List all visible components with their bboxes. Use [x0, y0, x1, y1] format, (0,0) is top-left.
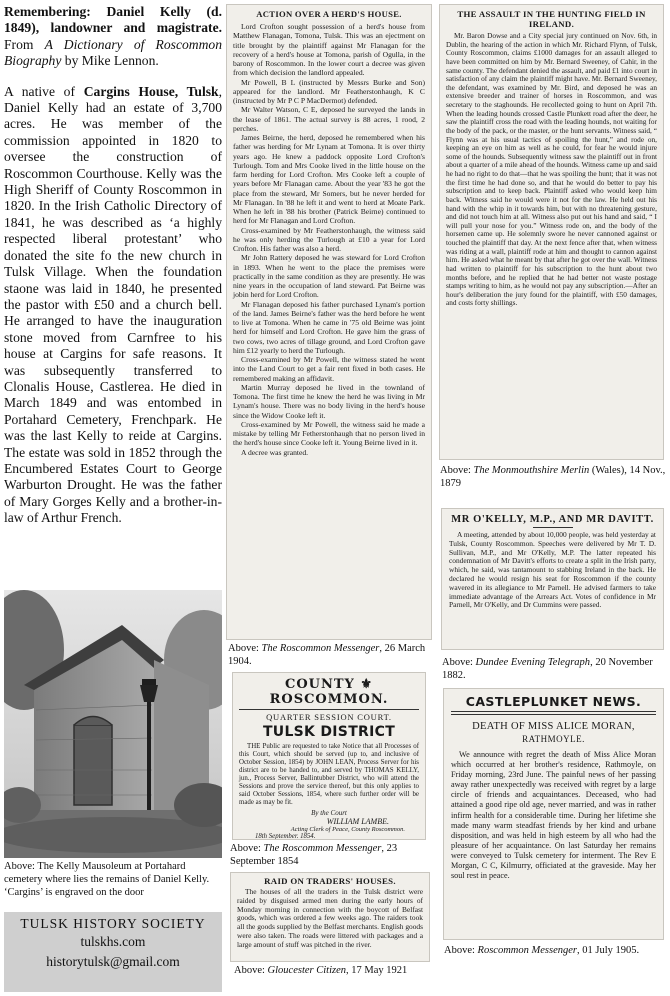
herd-body [233, 22, 425, 457]
session-by-court: By the Court [311, 809, 347, 817]
article-column [4, 4, 222, 527]
divider [533, 527, 573, 528]
society-website[interactable]: tulskhs.com [80, 934, 146, 949]
moran-headline: DEATH OF MISS ALICE MORAN, [472, 721, 635, 732]
herd-caption [228, 642, 434, 668]
herd-paragraph: Cross-examined by Mr Featherstonhaugh, the witness said he was only herding the Turlough at £10 a year for Lord Crofton. His father was also a herd. [233, 225, 425, 253]
herd-paragraph: Mr Powell, B L (instructed by Messrs Burke and Son) appeared for the landlord. Mr Featherstonhaugh, K C (instructed by Mr P C P MacDermot) defended. [233, 77, 425, 105]
caption-paper: The Roscommon Messenger [263, 843, 382, 854]
caption-paper: The Roscommon Messenger [261, 643, 380, 654]
moran-body: We announce with regret the death of Miss Alice Moran which occurred at her brother's residence, Rathmoyle, on Friday morning, 23rd June. The painful news of her passing away rather unexpectedly was received with regret by a large circle of friends and acquaintances. Deceased, who had attained a good ripe old age, never married, and was in rather infirm health for a considerable time. During her lifetime she made many warm steadfast friends by her kind and urbane disposition, and was held in high esteem by all who had the pleasure of her acquaintance. On last Saturday her remains were conveyed to Tulsk cemetery for interment. The Rev E Morgan, C C, Kilmurry, officiated at the graveside. May her soul rest in peace. [451, 750, 656, 881]
herd-paragraph: Mr Flanagan deposed his father purchased Lynam's portion of the land. James Beirne's father was the herd before he went to live at Tomona. When he came in '75 old Beirne was joint herd for himself and Lord Crofton. He gave him the grass of two cows, two acres of tillage ground, and Lord Crofton gave him £12 yearly to herd the Turlough. [233, 299, 425, 355]
caption-prefix: Above: [444, 945, 478, 956]
session-masthead: COUNTY ⚜ ROSCOMMON. [269, 677, 389, 707]
clipping-davitt [441, 508, 664, 650]
raid-headline: RAID ON TRADERS' HOUSES. [264, 876, 396, 886]
mausoleum-photo [4, 590, 222, 858]
caption-paper: Roscommon Messenger [477, 945, 577, 956]
davitt-headline: MR O'KELLY, M.P., AND MR DAVITT. [451, 514, 654, 525]
herd-paragraph: Mr Walter Watson, C E, deposed he surveyed the lands in the lease of 1861. The actual survey is 88 acres, 1 rood, 2 perches. [233, 105, 425, 133]
caption-date: , 20 November 1882. [442, 657, 653, 681]
caption-prefix: Above: [440, 465, 474, 476]
davitt-body: A meeting, attended by about 10,000 people, was held yesterday at Tulsk, County Roscommon. Speeches were delivered by Mr T. D. Sullivan, M.P., and Mr O'Kelly, M.P. The latter repeated his condemnation of Mr Davitt's efforts to create a split in the Irish party, which, he said, was tantamount to stabbing Ireland in the back. He declared he would resign his seat for Roscommon if the county wavered in its allegiance to Mr Parnell. He advised farmers to take immediate advantage of the Arrears Act. Votes of confidence in Mr Parnell, Mr O'Kelly, and Dr Cummins were passed. [449, 530, 656, 610]
assault-headline: THE ASSAULT IN THE HUNTING FIELD IN IRELAND. [457, 9, 646, 29]
session-signer: WILLIAM LAMBE. [326, 817, 389, 826]
herd-paragraph: Mr John Rattery deposed he was steward for Lord Crofton in 1893. When he went to the place the premises were practically in the same condition as they are presently. He was nine years in the occupation of land steward. Pat Beirne was jobin herd for Lord Crofton. [233, 253, 425, 300]
herd-paragraph: James Beirne, the herd, deposed he remembered when his father was herding for Mr Lynam at Tomona. It is over thirty years ago. He knew a paddock opposite Lord Crofton's Turlough. Tom and Mrs Cooke lived in the little house on the farm herding for Lord Crofton. Mrs Cooke left a couple of years before Mr Flanagan came. About the year '83 he got the place from the steward, Mr Somers, but he never herded for Mr Flanagan. In '88 he left it and went to herd at Moate Park. When he left in '88 his brother (Patrick Beirne) continued to herd for Mr Flanagan and Lord Crofton. [233, 133, 425, 226]
society-box [4, 912, 222, 992]
caption-prefix: Above: [234, 965, 268, 976]
mausoleum-illustration [4, 590, 222, 858]
session-caption [230, 842, 430, 868]
raid-caption [234, 964, 432, 977]
moran-subhead: RATHMOYLE. [522, 734, 585, 744]
article-book-title: A Dictionary of Roscommon Biography [4, 36, 223, 69]
herd-paragraph: Martin Murray deposed he lived in the townland of Tomona. The first time he knew the herd he was living in Mr Lynam's house. There was no body living in the herd's house since the Widow Cooke left it. [233, 382, 425, 420]
herd-paragraph: Cross-examined by Mr Powell, the witness said he made a mistake by telling Mr Fetherstonhaugh that no person lived in the herd's house since Cooke left it. Young Beirne lived in it. [233, 419, 425, 448]
clipping-herds-house [226, 4, 432, 640]
divider [451, 711, 656, 712]
clipping-raid [230, 872, 430, 962]
divider [239, 709, 419, 710]
moran-caption [444, 944, 666, 957]
article-heading [4, 4, 222, 70]
caption-date: , 17 May 1921 [346, 965, 408, 976]
society-email[interactable]: historytulsk@gmail.com [46, 954, 180, 969]
society-name: TULSK HISTORY SOCIETY [20, 916, 206, 931]
clipping-moran [443, 688, 664, 940]
herd-paragraph: A decree was granted. [241, 447, 309, 457]
article-place: Cargins House, Tulsk [83, 83, 219, 99]
article-text: , Daniel Kelly had an estate of 3,700 acres. He was member of the commission appointed in 1820 to oversee the construction of Roscommon Courthouse. Kelly was the High Sheriff of County Roscommon in 1820. In the Irish Catholic Directory of 1841, he was described as ‘a highly respected liberal protestant’ who donated the site fo the new church in Tulsk Village. When the foundation staone was laid in 1840, he presented the pastor with £50 and a church bell. He arranged to have the inauguration stone moved from Carnfree to his house at Cargins for safe reasons. It was subsequently transferred to Clonalis House, Castlerea. He died in March 1849 and was entombed in Portahard Cemetery, Frenchpark. He was the last Kelly to reide at Cargins. The estate was sold in 1852 through the Encumbered Estates Court to George Warburton Drought. He was the father of Mary Gorges Kelly and a brother-in-law of Arthur French. [4, 83, 222, 526]
raid-body: The houses of all the traders in the Tulsk district were raided by disguised armed men during the early hours of Monday morning in connection with the boycott of Belfast goods, which was ordered a few weeks ago. The raiders took all the goods supplied by the Belfast merchants. English goods were also taken. The roads were littered with packages and a large amount of stuff was pitched in the river. [237, 887, 423, 949]
caption-prefix: Above: [230, 843, 264, 854]
assault-body: Mr. Baron Dowse and a City special jury continued on Nov. 6th, in Dublin, the hearing of the action in which Mr. Richard Flynn, of Tulsk, County Roscommon, claims £1000 damages for an assault alleged to have been committed on him by Mr. Bernard Sweeney, of Cahir, in the same county. The defendant denied the assault, and paid £1 into court in satisfaction of any claim the plaintiff might have. Mr. Bernard Sweeney, the defendant, was examined by Mr. Bird, and deposed he was an extensive breeder and trainer of horses in Roscommon, and was secretary to the staghounds. He recollected going to hunt on April 7th. When the leading hounds crossed Castle Plunkett road after the deer, he saw the plaintiff cross the road with the leading hounds, not waiting for the body of the pack, or the master, or the hunt servants. Witness said, “ Flynn was at his usual tactics of spoiling the hunt,” and rode on, keeping an eye on him as well as he could, for fear he would injure some of the hounds. Subsequently witness saw the plaintiff out in front about a quarter of a mile ahead of the hounds. Witness came up and said he had no right to do that—that he was spoiling the hunt; that it was not the first time he had done so, and that he would do better to pay his subscription and to keep back. Plaintiff asked who would keep him back. Witness said he would were it not for the law. He held out his hand with the whip in it towards him, but with no threatening gesture, and did not touch him at all. Witness also put out his hand and said, “ I will pull your nose for you.” Witness rode on, and the body of the horsemen came up. He solemnly swore he never cannoned against or touched the plaintiff that day. At the next fence after that, when witness was riding at a wall, plaintiff rode at him and thought to cannon against him. He asked what he meant by that after he got over the wall. Witness had written to plaintiff for his subscription to the hunt about two months before, and he replied that he had better not waste postage stamps writing to him, as he would not pay any subscription.—After an hour's deliberation the jury found for the plaintiff, with £50 damages, and costs forty shillings. [446, 31, 657, 308]
davitt-caption [442, 656, 666, 682]
caption-paper: Dundee Evening Telegraph [475, 657, 591, 668]
caption-paper: The Monmouthshire Merlin [473, 465, 590, 476]
caption-date: (Wales), 14 Nov., 1879 [440, 465, 666, 489]
session-body: THE Public are requested to take Notice that all Processes of this Court, which should be served (up to, and inclusive of October Session, 1854) by JOHN LEAN, Process Server for his district are to be handed to, and served by THOMAS KELLY, jun., Process Server, Ballintubber District, who will attend the Sessions and prove the service thereof, but this only applies to said October Sessions, 1854, where such further order will be made as may be fit. [239, 743, 419, 806]
divider [451, 714, 656, 715]
article-author: by Mike Lennon. [61, 53, 159, 69]
photo-caption: Above: The Kelly Mausoleum at Portahard cemetery where lies the remains of Daniel Kelly. ‘Cargins’ is engraved on the door [4, 861, 210, 898]
caption-prefix: Above: [228, 643, 262, 654]
assault-caption [440, 464, 666, 490]
session-signer-title: Acting Clerk of Peace, County Roscommon. [290, 826, 405, 833]
caption-prefix: Above: [442, 657, 476, 668]
session-district: TULSK DISTRICT [262, 724, 396, 740]
caption-paper: Gloucester Citizen [267, 965, 346, 976]
caption-date: , 23 September 1854 [230, 843, 398, 867]
herd-headline: ACTION OVER A HERD'S HOUSE. [256, 9, 402, 19]
article-title: Remembering: Daniel Kelly (d. 1849), landowner and magistrate. [4, 4, 222, 36]
article-body [4, 84, 222, 527]
clipping-assault [439, 4, 664, 460]
article-intro: A native of [4, 83, 84, 99]
caption-date: , 01 July 1905. [576, 945, 640, 956]
moran-masthead: CASTLEPLUNKET NEWS. [465, 694, 642, 709]
caption-date: , 26 March 1904. [228, 643, 426, 667]
article-from: From [4, 36, 45, 52]
herd-paragraph: Lord Crofton sought possession of a herd's house from Matthew Flanagan, Tomona, Tulsk. This was an ejectment on title brought by the plaintiff against Mr Flanagan for the recovery of a herd's house at Tomona, parish of Ogulla, in the barony of Roscommon. In the lower court a decree was given from which decision the landlord appealed. [233, 22, 425, 78]
clipping-quarter-session [232, 672, 426, 840]
session-subhead: QUARTER SESSION COURT. [266, 712, 392, 722]
session-date: 18th September. 1854. [255, 833, 316, 840]
herd-paragraph: Cross-examined by Mr Powell, the witness stated he went into the Land Court to get a fair rent fixed in both cases. He remembered making an affidavit. [233, 355, 425, 383]
